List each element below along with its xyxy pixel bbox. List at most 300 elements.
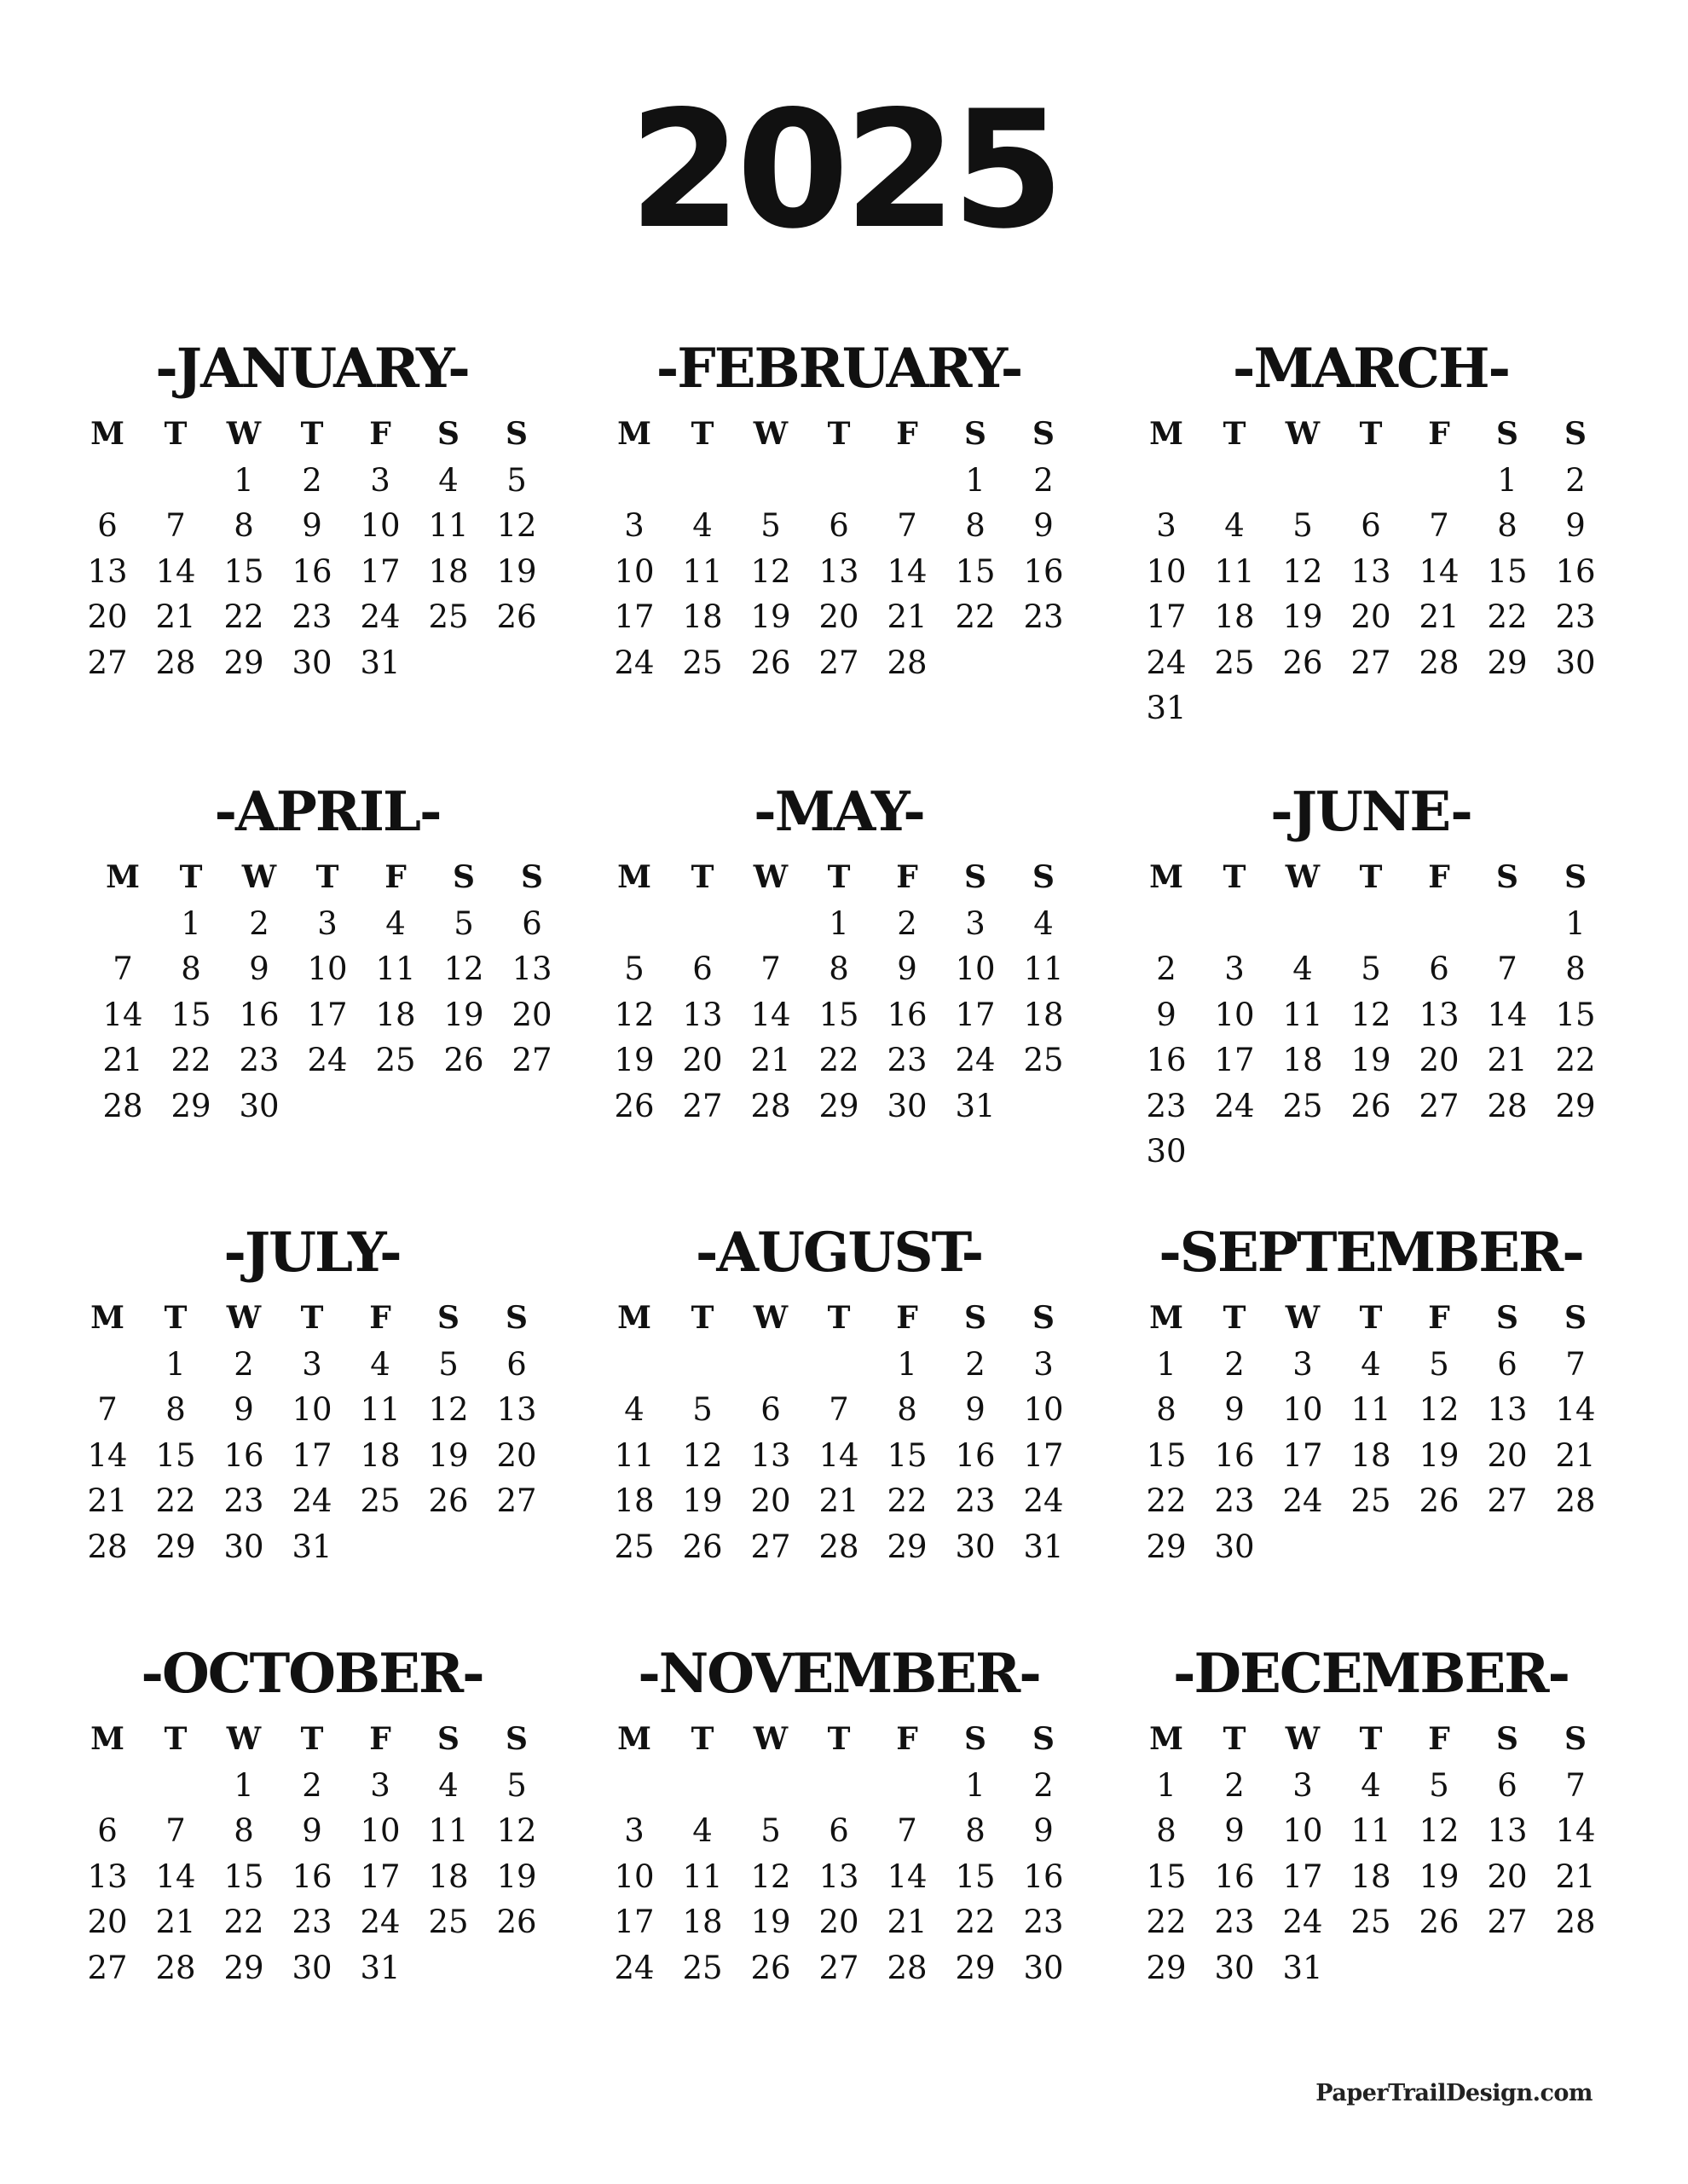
day-cell: 2	[302, 461, 322, 499]
day-cell: 15	[223, 552, 264, 590]
day-cell: 14	[1555, 1812, 1596, 1849]
day-cell: 12	[1419, 1812, 1460, 1849]
day-cell: 24	[1214, 1087, 1255, 1124]
weekday-header: T	[300, 1300, 324, 1336]
day-cell: 25	[375, 1042, 416, 1078]
day-cell: 28	[1555, 1482, 1596, 1519]
day-cell: 9	[302, 1812, 322, 1849]
day-cell: 24	[360, 1904, 401, 1940]
month-grid	[73, 1296, 551, 1569]
day-cell: 3	[370, 461, 390, 499]
day-cell: 6	[692, 950, 713, 987]
day-cell: 31	[955, 1087, 996, 1124]
day-cell: 3	[317, 904, 338, 942]
weekday-header: W	[1285, 416, 1321, 452]
day-cell: 31	[292, 1528, 332, 1565]
day-cell: 29	[223, 1949, 264, 1986]
month-grid	[1132, 1717, 1610, 1990]
day-cell: 13	[1350, 552, 1391, 590]
day-cell: 17	[292, 1436, 332, 1474]
day-cell: 6	[1497, 1766, 1517, 1804]
day-cell: 13	[1487, 1391, 1528, 1428]
day-cell: 30	[1214, 1949, 1255, 1986]
day-cell: 19	[682, 1482, 723, 1519]
day-cell: 24	[307, 1042, 348, 1078]
day-cell: 16	[1023, 552, 1064, 590]
day-cell: 11	[375, 950, 416, 987]
month-grid	[600, 1296, 1078, 1569]
day-cell: 10	[292, 1391, 332, 1428]
day-cell: 24	[955, 1042, 996, 1078]
day-cell: 18	[1350, 1858, 1391, 1895]
day-cell: 5	[1361, 950, 1381, 987]
weekday-header: T	[300, 416, 324, 452]
day-cell: 7	[113, 950, 133, 987]
day-cell: 24	[360, 598, 401, 635]
empty-day-cell	[668, 1342, 737, 1388]
day-cell: 25	[682, 644, 723, 681]
day-cell: 30	[1555, 644, 1596, 681]
day-cell: 19	[750, 1904, 791, 1940]
day-cell: 30	[955, 1528, 996, 1565]
day-cell: 26	[750, 1949, 791, 1986]
weekday-header: T	[827, 859, 851, 895]
day-cell: 8	[829, 950, 849, 987]
day-cell: 20	[1487, 1858, 1528, 1895]
day-cell: 19	[1350, 1042, 1391, 1078]
day-cell: 13	[750, 1436, 791, 1474]
day-cell: 13	[818, 1858, 859, 1895]
day-cell: 15	[1146, 1858, 1187, 1895]
day-cell: 1	[234, 1766, 254, 1804]
day-cell: 4	[692, 1812, 713, 1849]
weekday-header: S	[1564, 416, 1587, 452]
day-cell: 21	[750, 1042, 791, 1078]
day-cell: 21	[887, 1904, 928, 1940]
weekday-header: S	[1564, 1300, 1587, 1336]
day-cell: 28	[87, 1528, 128, 1565]
weekday-header: T	[1359, 859, 1383, 895]
month-grid	[1132, 412, 1610, 731]
weekday-header: M	[1149, 416, 1183, 452]
day-cell: 10	[360, 1812, 401, 1849]
month-june	[1132, 778, 1610, 1205]
weekday-header: S	[1496, 1721, 1518, 1757]
day-cell: 27	[1487, 1482, 1528, 1519]
weekday-header: F	[1428, 1721, 1450, 1757]
day-cell: 1	[1156, 1766, 1176, 1804]
footer-website: PaperTrailDesign.com	[1315, 2080, 1593, 2106]
weekday-header: T	[300, 1721, 324, 1757]
day-cell: 22	[1555, 1042, 1596, 1078]
weekday-header: F	[1428, 416, 1450, 452]
day-cell: 18	[1350, 1436, 1391, 1474]
day-cell: 9	[234, 1391, 254, 1428]
day-cell: 16	[292, 552, 332, 590]
day-cell: 26	[614, 1087, 655, 1124]
day-cell: 23	[1023, 598, 1064, 635]
weekday-header: T	[164, 1300, 188, 1336]
day-cell: 22	[818, 1042, 859, 1078]
day-cell: 19	[1282, 598, 1323, 635]
weekday-header: T	[691, 416, 714, 452]
month-name: -DECEMBER-	[1172, 1642, 1569, 1706]
day-cell: 27	[750, 1528, 791, 1565]
day-cell: 8	[1497, 507, 1517, 544]
weekday-header: S	[506, 416, 528, 452]
weekday-header: W	[753, 1300, 789, 1336]
weekday-header: T	[1223, 1300, 1246, 1336]
month-grid	[600, 855, 1078, 1129]
day-cell: 24	[614, 1949, 655, 1986]
day-cell: 12	[496, 507, 537, 544]
day-cell: 9	[897, 950, 917, 987]
day-cell: 20	[87, 1904, 128, 1940]
empty-day-cell	[600, 1342, 668, 1388]
weekday-header: W	[226, 416, 262, 452]
day-cell: 6	[522, 904, 542, 942]
day-cell: 15	[887, 1436, 928, 1474]
day-cell: 15	[223, 1858, 264, 1895]
day-cell: 14	[1487, 996, 1528, 1033]
day-cell: 28	[155, 1949, 196, 1986]
day-cell: 27	[1350, 644, 1391, 681]
day-cell: 30	[292, 1949, 332, 1986]
day-cell: 2	[965, 1345, 986, 1383]
day-cell: 21	[818, 1482, 859, 1519]
month-march	[1132, 335, 1610, 761]
day-cell: 26	[1282, 644, 1323, 681]
day-cell: 1	[1156, 1345, 1176, 1383]
weekday-header: T	[1223, 416, 1246, 452]
day-cell: 4	[370, 1345, 390, 1383]
weekday-header: T	[691, 859, 714, 895]
day-cell: 8	[965, 507, 986, 544]
day-cell: 5	[506, 1766, 527, 1804]
day-cell: 11	[1023, 950, 1064, 987]
day-cell: 22	[171, 1042, 211, 1078]
day-cell: 2	[1156, 950, 1176, 987]
day-cell: 9	[249, 950, 269, 987]
day-cell: 12	[614, 996, 655, 1033]
weekday-header: S	[437, 416, 460, 452]
day-cell: 15	[1555, 996, 1596, 1033]
month-february	[600, 335, 1078, 761]
day-cell: 7	[897, 1812, 917, 1849]
day-cell: 11	[428, 1812, 469, 1849]
weekday-header: W	[226, 1721, 262, 1757]
day-cell: 31	[1023, 1528, 1064, 1565]
day-cell: 23	[223, 1482, 264, 1519]
day-cell: 14	[887, 552, 928, 590]
day-cell: 9	[1033, 1812, 1054, 1849]
day-cell: 8	[181, 950, 201, 987]
day-cell: 29	[1487, 644, 1528, 681]
weekday-header: F	[896, 859, 918, 895]
empty-day-cell	[737, 1342, 805, 1388]
weekday-header: S	[506, 1721, 528, 1757]
day-cell: 17	[360, 552, 401, 590]
day-cell: 25	[614, 1528, 655, 1565]
day-cell: 3	[1292, 1345, 1313, 1383]
day-cell: 24	[1146, 644, 1187, 681]
day-cell: 23	[239, 1042, 280, 1078]
day-cell: 4	[1224, 507, 1245, 544]
day-cell: 27	[818, 1949, 859, 1986]
day-cell: 5	[760, 507, 781, 544]
weekday-header: S	[1032, 1721, 1055, 1757]
month-november	[600, 1640, 1078, 2066]
day-cell: 19	[443, 996, 484, 1033]
day-cell: 2	[1224, 1766, 1245, 1804]
day-cell: 5	[438, 1345, 459, 1383]
day-cell: 9	[1033, 507, 1054, 544]
day-cell: 11	[1350, 1391, 1391, 1428]
empty-day-cell	[600, 458, 668, 504]
day-cell: 29	[1146, 1949, 1187, 1986]
day-cell: 9	[965, 1391, 986, 1428]
day-cell: 21	[1555, 1436, 1596, 1474]
day-cell: 13	[87, 1858, 128, 1895]
day-cell: 2	[1033, 1766, 1054, 1804]
weekday-header: S	[964, 1721, 986, 1757]
day-cell: 31	[360, 644, 401, 681]
day-cell: 7	[1429, 507, 1449, 544]
day-cell: 10	[1146, 552, 1187, 590]
month-name: -FEBRUARY-	[656, 337, 1022, 401]
day-cell: 26	[1419, 1482, 1460, 1519]
month-january	[73, 335, 551, 761]
day-cell: 23	[1214, 1482, 1255, 1519]
day-cell: 15	[171, 996, 211, 1033]
empty-day-cell	[737, 458, 805, 504]
day-cell: 23	[292, 598, 332, 635]
day-cell: 16	[955, 1436, 996, 1474]
day-cell: 7	[897, 507, 917, 544]
day-cell: 2	[897, 904, 917, 942]
day-cell: 30	[1146, 1133, 1187, 1170]
day-cell: 21	[155, 1904, 196, 1940]
day-cell: 8	[165, 1391, 186, 1428]
weekday-header: W	[753, 1721, 789, 1757]
day-cell: 18	[682, 598, 723, 635]
month-name: -NOVEMBER-	[638, 1642, 1040, 1706]
day-cell: 12	[750, 552, 791, 590]
weekday-header: T	[1359, 416, 1383, 452]
day-cell: 22	[223, 1904, 264, 1940]
day-cell: 16	[292, 1858, 332, 1895]
weekday-header: M	[106, 859, 140, 895]
weekday-header: M	[617, 1300, 651, 1336]
day-cell: 11	[682, 552, 723, 590]
empty-day-cell	[73, 1763, 142, 1809]
weekday-header: S	[964, 1300, 986, 1336]
day-cell: 20	[1419, 1042, 1460, 1078]
day-cell: 1	[181, 904, 201, 942]
day-cell: 31	[360, 1949, 401, 1986]
day-cell: 29	[887, 1528, 928, 1565]
day-cell: 12	[750, 1858, 791, 1895]
month-grid	[73, 1717, 551, 1990]
day-cell: 11	[1350, 1812, 1391, 1849]
day-cell: 17	[614, 1904, 655, 1940]
day-cell: 5	[506, 461, 527, 499]
empty-day-cell	[805, 1342, 873, 1388]
month-name: -JANUARY-	[155, 337, 469, 401]
day-cell: 29	[171, 1087, 211, 1124]
empty-day-cell	[600, 901, 668, 947]
weekday-header: W	[1285, 1721, 1321, 1757]
weekday-header: F	[369, 1300, 391, 1336]
day-cell: 16	[223, 1436, 264, 1474]
weekday-header: S	[1564, 859, 1587, 895]
day-cell: 10	[1282, 1391, 1323, 1428]
day-cell: 22	[1487, 598, 1528, 635]
day-cell: 7	[1565, 1766, 1586, 1804]
month-name: -JUNE-	[1270, 780, 1471, 844]
day-cell: 6	[97, 507, 118, 544]
weekday-header: T	[164, 416, 188, 452]
weekday-header: F	[1428, 859, 1450, 895]
day-cell: 16	[1214, 1858, 1255, 1895]
month-name: -OCTOBER-	[141, 1642, 483, 1706]
day-cell: 8	[897, 1391, 917, 1428]
day-cell: 3	[965, 904, 986, 942]
weekday-header: W	[1285, 859, 1321, 895]
day-cell: 10	[955, 950, 996, 987]
empty-day-cell	[142, 1763, 210, 1809]
day-cell: 14	[155, 1858, 196, 1895]
day-cell: 21	[1419, 598, 1460, 635]
day-cell: 13	[1487, 1812, 1528, 1849]
day-cell: 27	[1487, 1904, 1528, 1940]
day-cell: 7	[1497, 950, 1517, 987]
month-name: -MARCH-	[1232, 337, 1510, 401]
day-cell: 1	[897, 1345, 917, 1383]
weekday-header: T	[827, 1300, 851, 1336]
day-cell: 3	[302, 1345, 322, 1383]
day-cell: 25	[1350, 1482, 1391, 1519]
day-cell: 20	[512, 996, 552, 1033]
day-cell: 25	[428, 1904, 469, 1940]
day-cell: 8	[965, 1812, 986, 1849]
day-cell: 22	[1146, 1904, 1187, 1940]
day-cell: 15	[155, 1436, 196, 1474]
day-cell: 28	[1487, 1087, 1528, 1124]
day-cell: 18	[1214, 598, 1255, 635]
day-cell: 25	[1214, 644, 1255, 681]
day-cell: 19	[750, 598, 791, 635]
weekday-header: S	[521, 859, 543, 895]
day-cell: 23	[887, 1042, 928, 1078]
weekday-header: T	[1359, 1721, 1383, 1757]
day-cell: 1	[165, 1345, 186, 1383]
day-cell: 4	[1361, 1345, 1381, 1383]
empty-day-cell	[873, 1763, 941, 1809]
day-cell: 12	[443, 950, 484, 987]
day-cell: 13	[818, 552, 859, 590]
day-cell: 9	[1565, 507, 1586, 544]
day-cell: 29	[155, 1528, 196, 1565]
weekday-header: T	[1223, 1721, 1246, 1757]
day-cell: 25	[1282, 1087, 1323, 1124]
day-cell: 7	[1565, 1345, 1586, 1383]
day-cell: 14	[1555, 1391, 1596, 1428]
empty-day-cell	[668, 458, 737, 504]
day-cell: 28	[102, 1087, 143, 1124]
day-cell: 2	[302, 1766, 322, 1804]
day-cell: 27	[87, 1949, 128, 1986]
weekday-header: S	[964, 859, 986, 895]
day-cell: 12	[1282, 552, 1323, 590]
weekday-header: S	[1496, 859, 1518, 895]
day-cell: 14	[102, 996, 143, 1033]
day-cell: 12	[1419, 1391, 1460, 1428]
day-cell: 20	[496, 1436, 537, 1474]
month-grid	[73, 412, 551, 685]
day-cell: 14	[155, 552, 196, 590]
day-cell: 17	[955, 996, 996, 1033]
empty-day-cell	[873, 458, 941, 504]
weekday-header: M	[1149, 1300, 1183, 1336]
weekday-header: M	[617, 1721, 651, 1757]
day-cell: 20	[750, 1482, 791, 1519]
empty-day-cell	[1337, 458, 1405, 504]
weekday-header: S	[1496, 1300, 1518, 1336]
empty-day-cell	[805, 458, 873, 504]
weekday-header: W	[226, 1300, 262, 1336]
day-cell: 5	[1429, 1766, 1449, 1804]
day-cell: 17	[1282, 1436, 1323, 1474]
month-grid	[600, 412, 1078, 685]
weekday-header: M	[90, 416, 124, 452]
empty-day-cell	[1269, 901, 1337, 947]
day-cell: 16	[1214, 1436, 1255, 1474]
day-cell: 3	[1156, 507, 1176, 544]
day-cell: 15	[955, 552, 996, 590]
day-cell: 11	[428, 507, 469, 544]
weekday-header: W	[1285, 1300, 1321, 1336]
empty-day-cell	[600, 1763, 668, 1809]
day-cell: 29	[1555, 1087, 1596, 1124]
day-cell: 9	[1224, 1391, 1245, 1428]
day-cell: 26	[443, 1042, 484, 1078]
day-cell: 25	[1350, 1904, 1391, 1940]
day-cell: 9	[1156, 996, 1176, 1033]
day-cell: 3	[1292, 1766, 1313, 1804]
day-cell: 28	[818, 1528, 859, 1565]
day-cell: 21	[1487, 1042, 1528, 1078]
day-cell: 17	[1214, 1042, 1255, 1078]
day-cell: 24	[292, 1482, 332, 1519]
day-cell: 7	[760, 950, 781, 987]
weekday-header: F	[369, 416, 391, 452]
day-cell: 17	[1023, 1436, 1064, 1474]
day-cell: 27	[682, 1087, 723, 1124]
day-cell: 4	[692, 507, 713, 544]
day-cell: 7	[97, 1391, 118, 1428]
day-cell: 4	[1292, 950, 1313, 987]
day-cell: 14	[750, 996, 791, 1033]
day-cell: 16	[887, 996, 928, 1033]
weekday-header: S	[506, 1300, 528, 1336]
day-cell: 24	[1282, 1904, 1323, 1940]
month-grid	[1132, 1296, 1610, 1569]
day-cell: 27	[1419, 1087, 1460, 1124]
day-cell: 17	[360, 1858, 401, 1895]
month-august	[600, 1219, 1078, 1645]
empty-day-cell	[73, 458, 142, 504]
